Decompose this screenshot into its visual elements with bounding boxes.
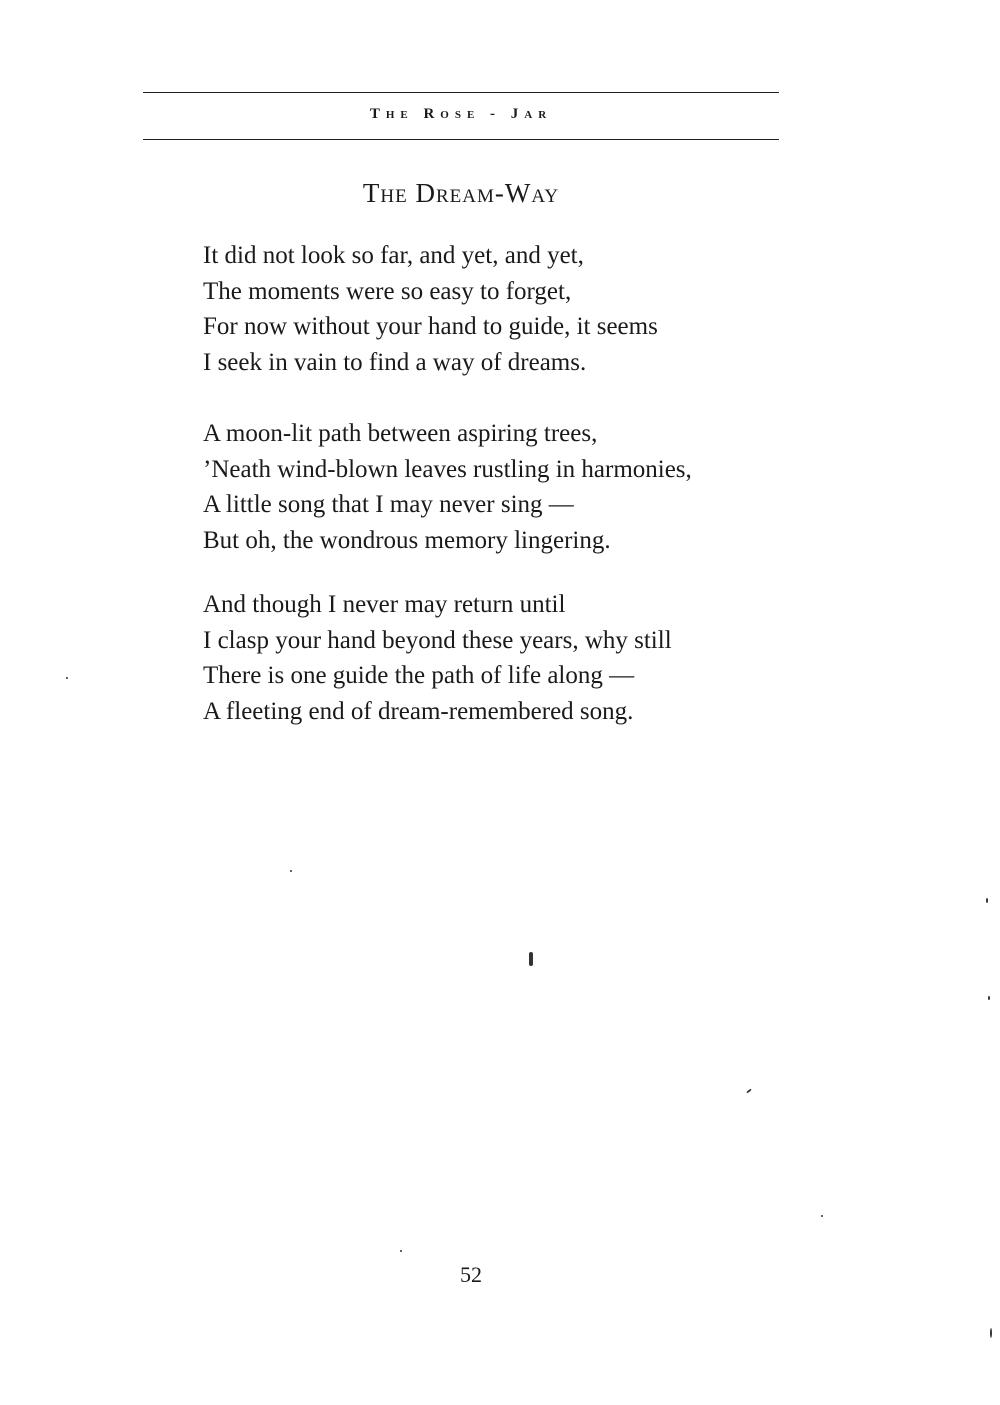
poem-line: There is one guide the path of life along — <box>203 662 635 689</box>
poem-line: A fleeting end of dream-remembered song. <box>203 697 634 725</box>
poem-line: And though I never may return until <box>203 591 566 618</box>
scan-speck <box>988 996 990 1000</box>
stanza-1 <box>203 238 803 380</box>
poem-line: A moon-lit path between aspiring trees, <box>203 420 598 447</box>
scan-speck <box>529 952 533 966</box>
poem-line: ’Neath wind-blown leaves rustling in harmonies, <box>203 455 692 483</box>
poem-title: The Dream-Way <box>362 178 560 208</box>
scan-speck <box>400 1250 402 1252</box>
scan-speck <box>290 870 292 872</box>
poem-line: A little song that I may never sing — <box>203 491 574 518</box>
scan-speck <box>66 677 68 679</box>
stanza-2 <box>203 416 803 558</box>
scan-speck <box>990 1328 992 1338</box>
stanza-3 <box>203 587 803 729</box>
header-rule-top <box>143 92 779 93</box>
running-head: The Rose - Jar <box>369 106 553 122</box>
poem-line: I clasp your hand beyond these years, why still <box>203 626 672 654</box>
poem-line: The moments were so easy to forget, <box>203 277 572 305</box>
scan-speck <box>746 1088 752 1093</box>
poem-line: But oh, the wondrous memory lingering. <box>203 526 611 554</box>
header-rule-bottom <box>143 139 779 140</box>
poem-line: I seek in vain to find a way of dreams. <box>203 348 587 376</box>
poem-line: For now without your hand to guide, it seems <box>203 313 658 340</box>
page-number: 52 <box>460 1262 482 1287</box>
scan-speck <box>821 1215 823 1217</box>
poem-line: It did not look so far, and yet, and yet, <box>203 242 584 269</box>
scan-speck <box>986 898 988 903</box>
